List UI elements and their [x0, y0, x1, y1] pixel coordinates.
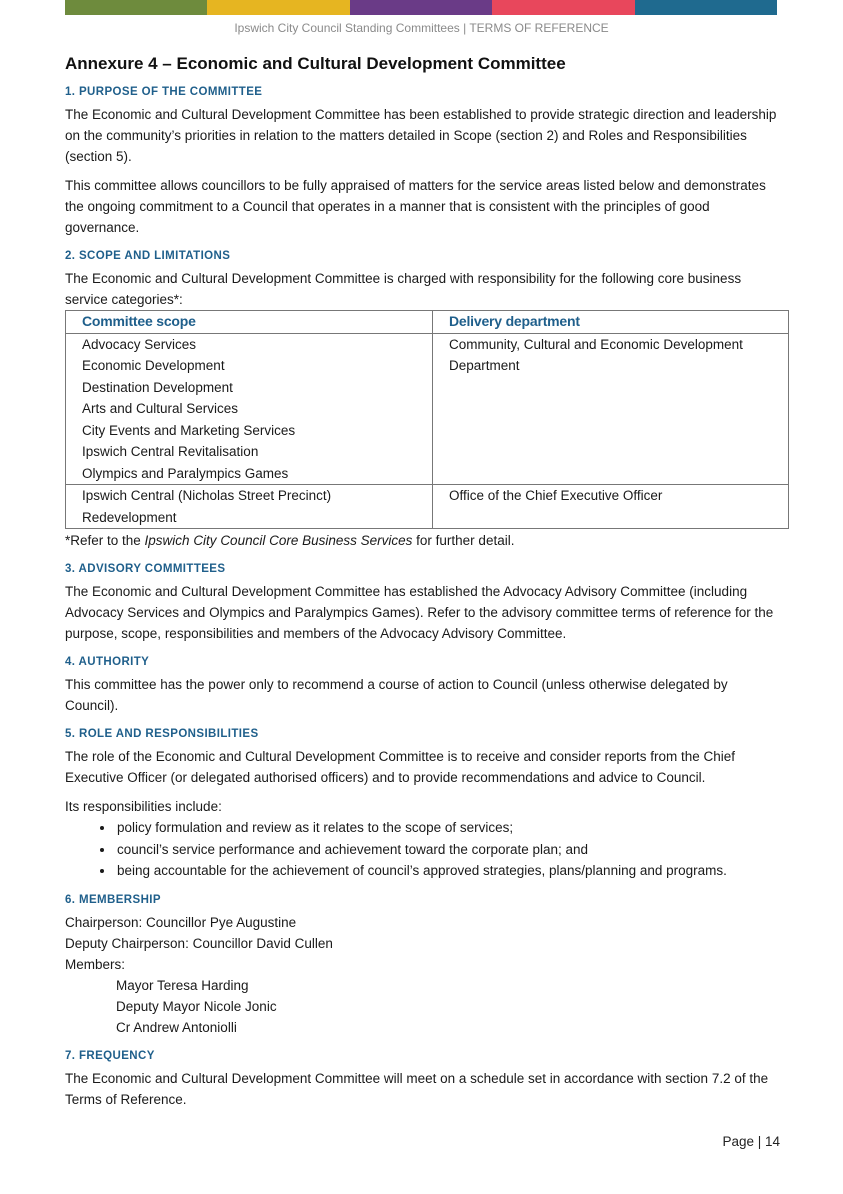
- scope-item: Destination Development: [82, 379, 233, 395]
- member-item: Cr Andrew Antoniolli: [116, 1019, 237, 1035]
- running-header: Ipswich City Council Standing Committees | TERMS OF REFERENCE: [234, 21, 609, 35]
- scope-item: City Events and Marketing Services: [82, 422, 296, 438]
- scope-item: Ipswich Central Revitalisation: [82, 444, 259, 459]
- color-bar-green: [65, 0, 207, 15]
- table-header-scope: Committee scope: [66, 311, 433, 334]
- scope-intro: The Economic and Cultural Development Committee is charged with responsibility for the following core business service categories*:: [65, 271, 742, 307]
- color-bar: [65, 0, 777, 15]
- section-heading-scope: 2. SCOPE AND LIMITATIONS: [65, 250, 231, 262]
- color-bar-yellow: [207, 0, 349, 15]
- table-header-department: Delivery department: [433, 311, 789, 334]
- scope-item: Advocacy Services: [82, 336, 197, 352]
- roles-paragraph-2: Its responsibilities include:: [65, 799, 222, 814]
- scope-item: Arts and Cultural Services: [82, 401, 239, 416]
- authority-paragraph: This committee has the power only to recommend a course of action to Council (unless otherwise delegated by Council).: [65, 677, 728, 713]
- list-item: • policy formulation and review as it relates to the scope of services;: [115, 817, 780, 839]
- responsibilities-list: [65, 817, 780, 882]
- table-cell-scope: Ipswich Central (Nicholas Street Precinct) Redevelopment: [66, 485, 433, 529]
- footnote-prefix: *Refer to the: [65, 533, 145, 548]
- table-cell-department: Community, Cultural and Economic Development Department: [433, 333, 789, 485]
- list-item: • council’s service performance and achievement toward the corporate plan; and: [115, 839, 780, 861]
- document-body: [65, 50, 780, 1118]
- section-heading-authority: 4. AUTHORITY: [65, 656, 150, 668]
- color-bar-blue: [635, 0, 777, 15]
- deputy-chairperson: Deputy Chairperson: Councillor David Cullen: [65, 935, 333, 951]
- members-label: Members:: [65, 956, 126, 972]
- roles-paragraph-1: The role of the Economic and Cultural Development Committee is to receive and consider reports from the Chief Executive Officer (or delegated authorised officers) and to provide recommendations and advice to Council.: [65, 749, 736, 785]
- color-bar-red: [492, 0, 634, 15]
- frequency-paragraph: The Economic and Cultural Development Committee will meet on a schedule set in accordance with section 7.2 of the Terms of Reference.: [65, 1070, 769, 1107]
- chairperson: Chairperson: Councillor Pye Augustine: [65, 914, 297, 930]
- purpose-paragraph-2: This committee allows councillors to be fully appraised of matters for the service areas listed below and demonstrates the ongoing commitment to a Council that operates in a manner that is consistent with the principles of good governance.: [65, 178, 766, 235]
- page-title: Annexure 4 – Economic and Cultural Development Committee: [65, 54, 566, 73]
- section-heading-purpose: 1. PURPOSE OF THE COMMITTEE: [65, 86, 263, 98]
- table-header-row: [66, 311, 789, 334]
- table-footnote: [65, 530, 780, 551]
- scope-item: Economic Development: [82, 358, 225, 373]
- member-item: Deputy Mayor Nicole Jonic: [116, 998, 277, 1014]
- footnote-reference: Ipswich City Council Core Business Services: [144, 533, 413, 548]
- section-heading-roles: 5. ROLE AND RESPONSIBILITIES: [65, 728, 259, 740]
- table-row: [66, 485, 789, 529]
- scope-table: [65, 310, 789, 529]
- purpose-paragraph-1: The Economic and Cultural Development Committee has been established to provide strategic direction and leadership on the community’s priorities in relation to the matters detailed in Scope (section 2) and Roles and Responsibilities (section 5).: [65, 107, 777, 164]
- table-cell-department: Office of the Chief Executive Officer: [433, 485, 789, 529]
- color-bar-purple: [350, 0, 492, 15]
- list-item: • being accountable for the achievement of council’s approved strategies, plans/planning and programs.: [115, 860, 780, 882]
- advisory-paragraph: The Economic and Cultural Development Committee has established the Advocacy Advisory Committee (including Advocacy Services and Olympics and Paralympics Games). Refer to the advisory committee terms of reference for the purpose, scope, responsibilities and members of the Advocacy Advisory Committee.: [65, 584, 774, 641]
- scope-item: Olympics and Paralympics Games: [82, 465, 289, 481]
- page-number: Page | 14: [722, 1134, 780, 1149]
- section-heading-frequency: 7. FREQUENCY: [65, 1049, 155, 1062]
- section-heading-advisory: 3. ADVISORY COMMITTEES: [65, 563, 226, 575]
- member-item: Mayor Teresa Harding: [116, 977, 249, 993]
- table-row: [66, 333, 789, 485]
- footnote-suffix: for further detail.: [412, 533, 515, 548]
- section-heading-membership: 6. MEMBERSHIP: [65, 893, 161, 906]
- table-cell-scope: [66, 333, 433, 485]
